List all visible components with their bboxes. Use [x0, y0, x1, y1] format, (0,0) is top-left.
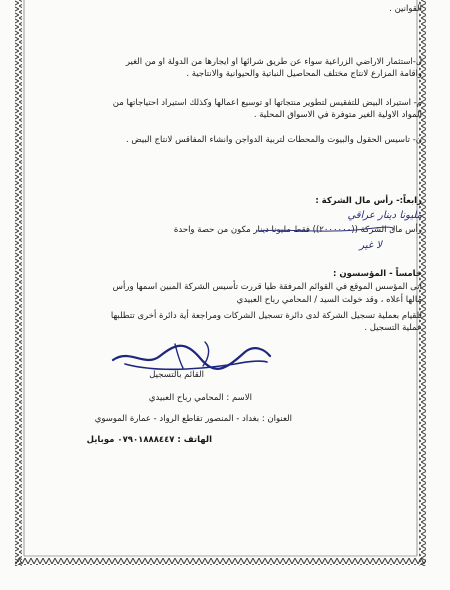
section5-line4: عملية التسجيل . [364, 323, 422, 333]
section4-heading: رابعاً:- رأس مال الشركة : [315, 196, 422, 206]
section5-line1: انى المؤسس الموقع في القوائم المرفقة طيا قررت تأسيس الشركة المبين اسمها ورأس [112, 282, 422, 292]
handwriting-capital-2: لا غير [359, 240, 382, 251]
handwriting-strike [255, 222, 395, 238]
agent-name: الاسم : المحامي رباح العبيدي [148, 393, 252, 403]
handwriting-capital-1: مليونا دينار عراقي [347, 210, 422, 221]
clause-m-line2: المواد الاولية الغير متوفرة في الاسواق المحلية . [253, 110, 422, 120]
agent-phone: الهاتف : ٠٧٩٠١٨٨٨٤٤٧ موبايل [86, 435, 212, 445]
section5-line3: للقيام بعملية تسجيل الشركة لدى دائرة تسجيل الشركات ومراجعة أية دائرة أخرى تتطلبها [110, 311, 422, 321]
section5-line2: مالها أعلاه ، وقد خولت السيد / المحامي رباح العبيدي [236, 295, 422, 305]
top-fragment: القوانين . [389, 4, 422, 14]
agent-title: القائم بالتسجيل [149, 370, 204, 380]
clause-m-line1: م- استيراد البيض للتفقيس لتطوير منتجاتها او توسيع اعمالها وكذلك استيراد احتياجاتها من [112, 98, 422, 108]
section5-heading: خامساً - المؤسسون : [333, 269, 422, 279]
signature [105, 330, 275, 380]
clause-l-line2: واقامة المزارع لانتاج مختلف المحاصيل النباتية والحيوانية والانتاجية . [186, 69, 422, 79]
agent-address: العنوان : بغداد - المنصور تقاطع الرواد - عمارة الموسوي [94, 414, 292, 424]
clause-l-line1: ل-استثمار الاراضي الزراعية سواء عن طريق شرائها او ايجارها من الدولة او من الغير [125, 57, 422, 67]
document-body [22, 0, 422, 560]
capital-text: رأس مال الشركة ((٢٠٠٠٠٠٠)) فقط مليونا دينار مكون من حصة واحدة [173, 225, 422, 235]
clause-n: ن- تاسيس الحقول والبيوت والمحطات لتربية الدواجن وانشاء المفاقس لانتاج البيض . [125, 135, 422, 145]
